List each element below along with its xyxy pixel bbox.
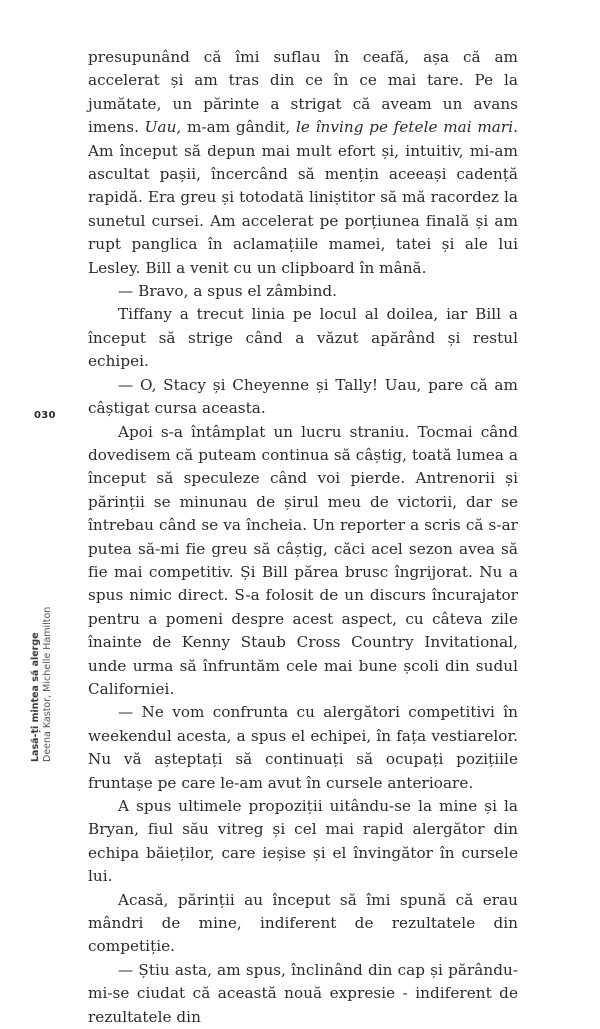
body-text: [88, 46, 518, 1029]
book-title: Lasă-ți mintea să alerge: [30, 632, 41, 762]
paragraph-4: — O, Stacy și Cheyenne și Tally! Uau, pare că am câștigat cursa aceasta.: [88, 375, 518, 418]
p1-text-c: m-am gândit,: [181, 118, 296, 137]
paragraph-6: — Ne vom confrunta cu alergători competitivi în weekendul acesta, a spus el echipei, în fața vestiarelor. Nu vă așteptați să continuați să ocupați pozițiile fruntașe pe care le-am avut în cursele anterioare.: [88, 703, 518, 792]
page-number: 030: [34, 410, 56, 421]
p1-italic-thought: le înving pe fetele mai mari: [295, 118, 514, 137]
paragraph-2: — Bravo, a spus el zâmbind.: [118, 282, 338, 301]
p1-text-e: . Am început să depun mai mult efort și, intuitiv, mi-am ascultat pașii, încercând să mențin aceeași cadență rapidă. Era greu și totodată liniștitor să mă racordez la sunetul cursei. Am accelerat pe porțiunea finală și am rupt panglica în aclamațiile mamei, tatei și ale lui Lesley. Bill a venit cu un clipboard în mână.: [88, 118, 519, 277]
running-head-vertical: [30, 607, 54, 762]
paragraph-9: — Știu asta, am spus, înclinând din cap și părându-mi-se ciudat că această nouă expresie - indiferent de rezultatele din: [88, 960, 518, 1026]
p1-text-a: presupunând că îmi suflau în ceafă, așa că am accelerat și am tras din ce în ce mai tare. Pe la jumătate, un părinte a strigat că aveam un avans imens.: [88, 48, 518, 137]
paragraph-3: Tiffany a trecut linia pe locul al doilea, iar Bill a început să strige când a văzut apărând și restul echipei.: [88, 305, 518, 371]
book-authors: Deena Kastor, Michelle Hamilton: [42, 606, 53, 762]
paragraph-7: A spus ultimele propoziții uitându-se la mine și la Bryan, fiul său vitreg și cel mai rapid alergător din echipa băieților, care ieșise și el învingător în cursele lui.: [88, 797, 518, 886]
paragraph-5: Apoi s-a întâmplat un lucru straniu. Tocmai când dovedisem că puteam continua să câștig, toată lumea a început să speculeze când voi pierde. Antrenorii și părinții se minunau de șirul meu de victorii, dar se întrebau când se va încheia. Un reporter a scris că s-ar putea să-mi fie greu să câștig, căci acel sezon avea să fie mai competitiv. Și Bill părea brusc îngrijorat. Nu a spus nimic direct. S-a folosit de un discurs încurajator pentru a pomeni despre acest aspect, cu câteva zile înainte de Kenny Staub Cross Country Invitational, unde urma să înfruntăm cele mai bune școli din sudul Californiei.: [88, 422, 518, 698]
paragraph-8: Acasă, părinții au început să îmi spună că erau mândri de mine, indiferent de rezultatele din competiție.: [88, 890, 518, 956]
p1-italic-uau: Uau,: [144, 118, 182, 137]
paragraph-1: [88, 46, 518, 280]
